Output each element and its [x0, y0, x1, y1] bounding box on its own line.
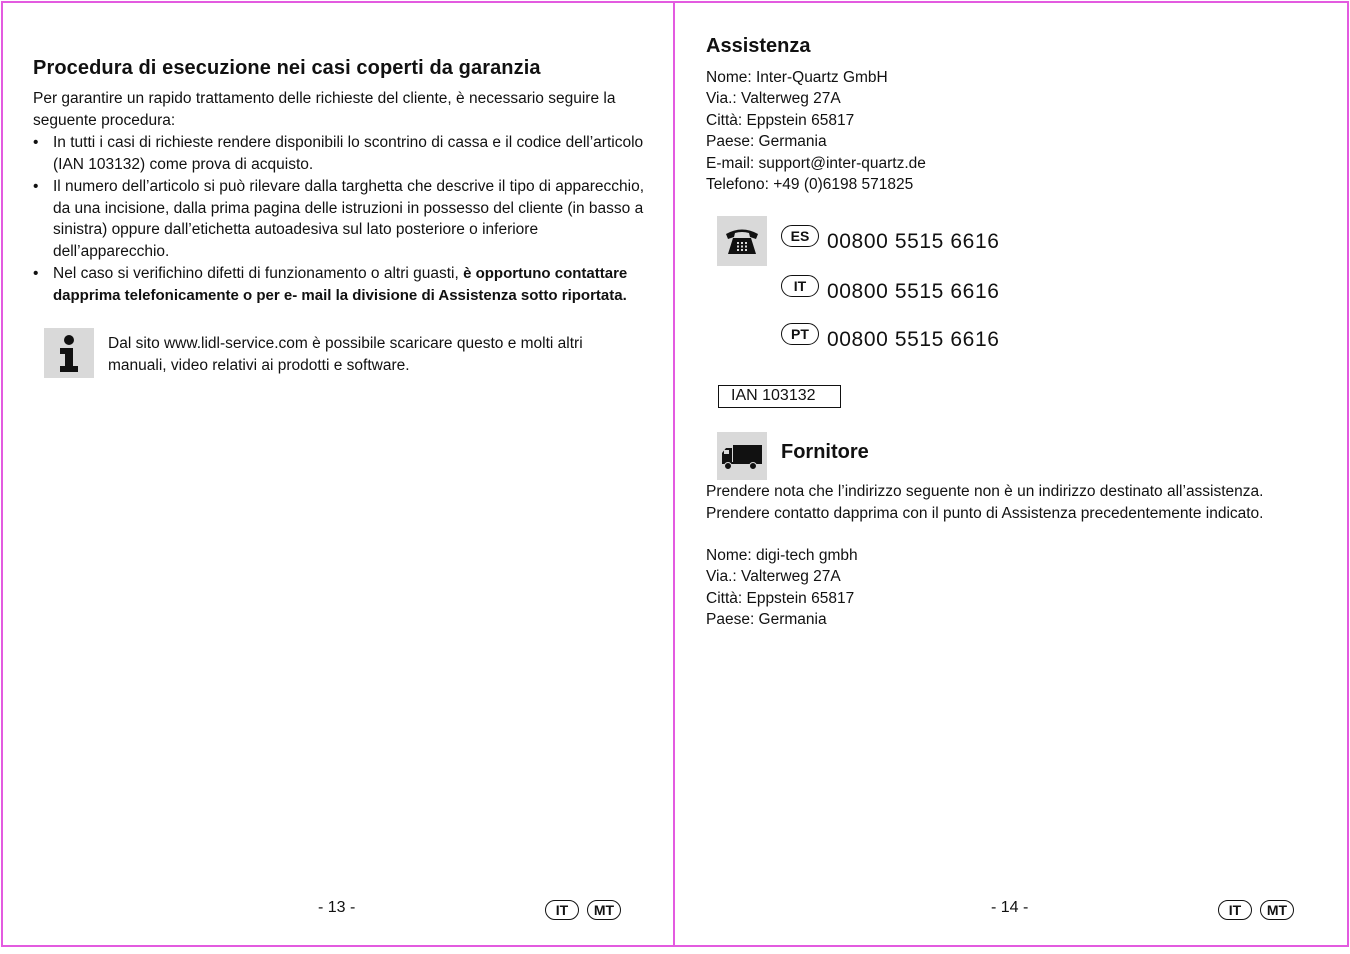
warranty-step-1-text: In tutti i casi di richieste rendere disponibili lo scontrino di cassa e il codice dell’articolo (IAN 103132) come prova di acquisto. [53, 134, 644, 173]
service-address-line: Paese: Germania [706, 133, 827, 151]
warranty-intro-text: Per garantire un rapido trattamento delle richieste del cliente, è necessario seguire la seguente procedura: [33, 90, 616, 129]
page-14 [673, 1, 1349, 947]
supplier-address-line: Paese: Germania [706, 611, 827, 629]
country-badge-it: IT [781, 275, 819, 297]
truck-icon [717, 432, 767, 480]
warranty-step-1 [33, 132, 645, 175]
hotline-es [781, 230, 1000, 254]
info-note-text: Dal sito www.lidl-service.com è possibile scaricare questo e molti altri manuali, video relativi ai prodotti e software. [108, 335, 583, 374]
supplier-address-line: Via.: Valterweg 27A [706, 568, 841, 586]
bullet-dot: • [33, 265, 39, 282]
supplier-address-line: Nome: digi-tech gmbh [706, 547, 858, 564]
warranty-step-3-emphasis: è opportuno contattare dapprima telefonicamente o per e- mail la divisione di Assistenza sotto riportata. [53, 265, 628, 304]
service-address [706, 67, 926, 195]
service-address-line: Città: Eppstein 65817 [706, 111, 855, 129]
supplier-address [706, 545, 858, 631]
info-icon [44, 328, 94, 378]
assistenza-heading: Assistenza [706, 35, 811, 57]
service-phone: Telefono: +49 (0)6198 571825 [706, 176, 914, 194]
lang-badge-mt: MT [587, 900, 621, 920]
supplier-notice [706, 481, 1326, 524]
warranty-step-3-text: Nel caso si verifichino difetti di funzionamento o altri guasti, [53, 265, 464, 282]
service-address-line: Nome: Inter-Quartz GmbH [706, 69, 888, 86]
hotline-pt [781, 328, 1000, 352]
country-badge-pt: PT [781, 323, 819, 345]
ian-code-box: IAN 103132 [718, 385, 841, 408]
supplier-address-line: Città: Eppstein 65817 [706, 589, 855, 607]
supplier-notice-line: Prendere contatto dapprima con il punto di Assistenza precedentemente indicato. [706, 504, 1264, 522]
bullet-dot: • [33, 178, 39, 195]
warranty-step-2-text: Il numero dell’articolo si può rilevare dalla targhetta che descrive il tipo di apparecchio, da una incisione, dalla prima pagina delle istruzioni in possesso del cliente (in basso a sinistra) oppure dall’etichetta autoadesiva sul lato posteriore o inferiore dell’apparecchio. [53, 178, 645, 260]
hotline-number: 00800 5515 6616 [827, 328, 1000, 351]
telephone-icon [717, 216, 767, 266]
fornitore-heading: Fornitore [781, 441, 869, 463]
lang-badge-it: IT [1218, 900, 1252, 920]
warranty-step-2 [33, 176, 645, 262]
lang-badge-it: IT [545, 900, 579, 920]
warranty-step-3 [33, 263, 645, 306]
service-email: E-mail: support@inter-quartz.de [706, 154, 926, 172]
page-number: - 13 - [318, 899, 356, 916]
supplier-notice-line: Prendere nota che l’indirizzo seguente non è un indirizzo destinato all’assistenza. [706, 483, 1264, 500]
hotline-it [781, 280, 1000, 304]
lang-badge-mt: MT [1260, 900, 1294, 920]
bullet-dot: • [33, 134, 39, 151]
hotline-number: 00800 5515 6616 [827, 230, 1000, 253]
warranty-procedure-heading: Procedura di esecuzione nei casi coperti da garanzia [33, 57, 541, 79]
country-badge-es: ES [781, 225, 819, 247]
language-badges [1218, 900, 1294, 920]
page-number: - 14 - [991, 899, 1029, 916]
hotline-number: 00800 5515 6616 [827, 280, 1000, 303]
service-address-line: Via.: Valterweg 27A [706, 90, 841, 108]
page-13 [1, 1, 675, 947]
warranty-steps-list [33, 132, 645, 307]
language-badges [545, 900, 621, 920]
